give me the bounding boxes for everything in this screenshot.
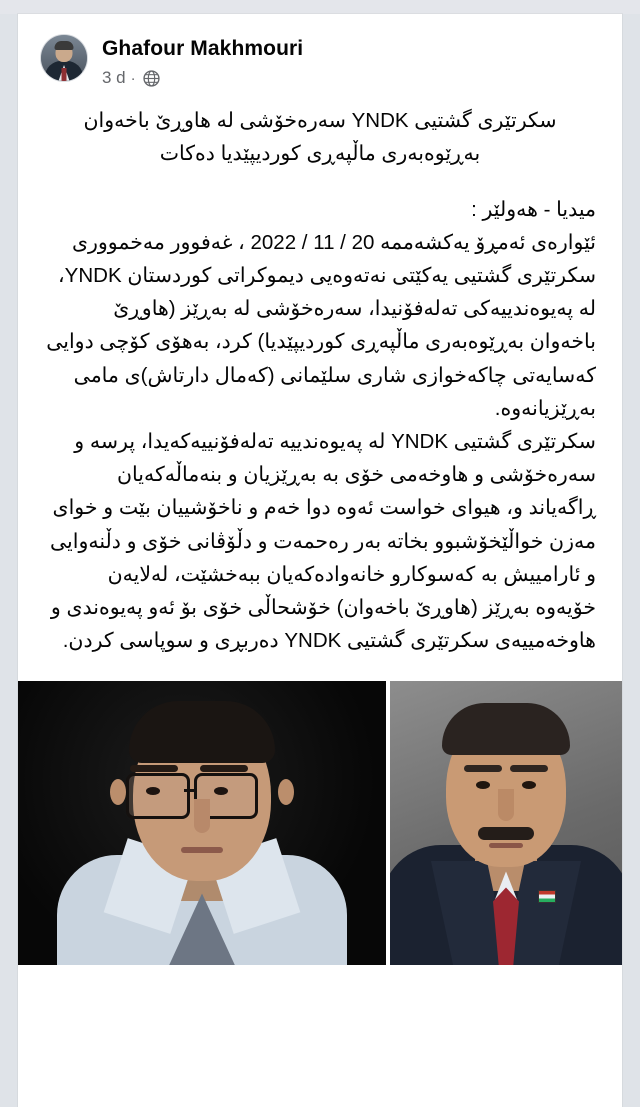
portrait-left-glasses-bridge (184, 789, 196, 792)
post-header (18, 14, 622, 94)
portrait-right-brow-right (510, 765, 548, 772)
post-media (18, 681, 622, 965)
avatar[interactable] (40, 34, 88, 82)
header-text (102, 34, 303, 88)
portrait-left-nose (194, 799, 210, 833)
portrait-right-nose (498, 789, 514, 821)
post-paragraph-1: ئێوارەی ئەمڕۆ یەکشەممە 20 / 11 / 2022 ، غەفوور مەخمووری سکرتێری گشتیی یەکێتی نەتەوەیی دیموکراتی کوردستان YNDK، لە پەیوەندییەکی تەلەفۆنیدا، سەرەخۆشی لە بەڕێز (هاوڕێ باخەوان بەڕێوەبەری ماڵپەڕی کوردیپێدیا) کرد، بەهۆی کۆچی دوایی کەسایەتی چاکەخوازی شاری سلێمانی (کەمال دارتاش)ی مامی بەڕێزیانەوە. (46, 230, 596, 420)
card-bottom-spacer (18, 965, 622, 977)
post-headline: سکرتێری گشتیی YNDK سەرەخۆشی لە هاوڕێ باخەوان بەڕێوەبەری ماڵپەڕی کوردیپێدیا دەکات (83, 109, 557, 166)
portrait-right[interactable] (390, 681, 622, 965)
post-dateline: میدیا - هەولێر : (471, 197, 596, 221)
post-card (18, 14, 622, 1107)
globe-icon[interactable] (143, 70, 160, 87)
meta-separator: · (130, 69, 136, 87)
post-body (18, 94, 622, 673)
portrait-right-mouth (489, 843, 523, 848)
author-name[interactable]: Ghafour Makhmouri (102, 37, 304, 60)
flag-pin-icon (538, 890, 556, 903)
post-timestamp[interactable]: 3 d (102, 68, 126, 88)
portrait-left-brow-right (200, 765, 248, 772)
avatar-tie (62, 68, 67, 81)
portrait-left-brow-left (130, 765, 178, 772)
portrait-right-mustache (478, 827, 534, 840)
portrait-left-mouth (181, 847, 223, 853)
avatar-hair (55, 41, 74, 50)
portrait-left-glasses-left (126, 773, 190, 819)
top-strip (0, 0, 640, 14)
portrait-right-hair (442, 703, 570, 755)
portrait-right-brow-left (464, 765, 502, 772)
portrait-left[interactable] (18, 681, 386, 965)
post-paragraph-2: سکرتێری گشتیی YNDK لە پەیوەندییە تەلەفۆنییەکەیدا، پرسە و سەرەخۆشی و هاوخەمی خۆی بە بەڕێزیان و بنەماڵەکەیان ڕاگەیاند و، هیوای خواست ئەوە دوا خەم و ناخۆشییان بێت و خوای مەزن خواڵێخۆشبوو بخاتە بەر رەحمەت و دڵۆڤانی خۆی و دڵنەوایی و ئارامییش بە کەسوکارو خانەوادەکەیان ببەخشێت، لەلایەن خۆیەوە بەڕێز (هاوڕێ باخەوان) خۆشحاڵی خۆی بۆ ئەو پەیوەندی و هاوخەمییەی سکرتێری گشتیی YNDK دەربڕی و سوپاسی کردن. (49, 430, 596, 653)
portrait-left-hair (129, 701, 275, 763)
post-meta (102, 68, 303, 88)
